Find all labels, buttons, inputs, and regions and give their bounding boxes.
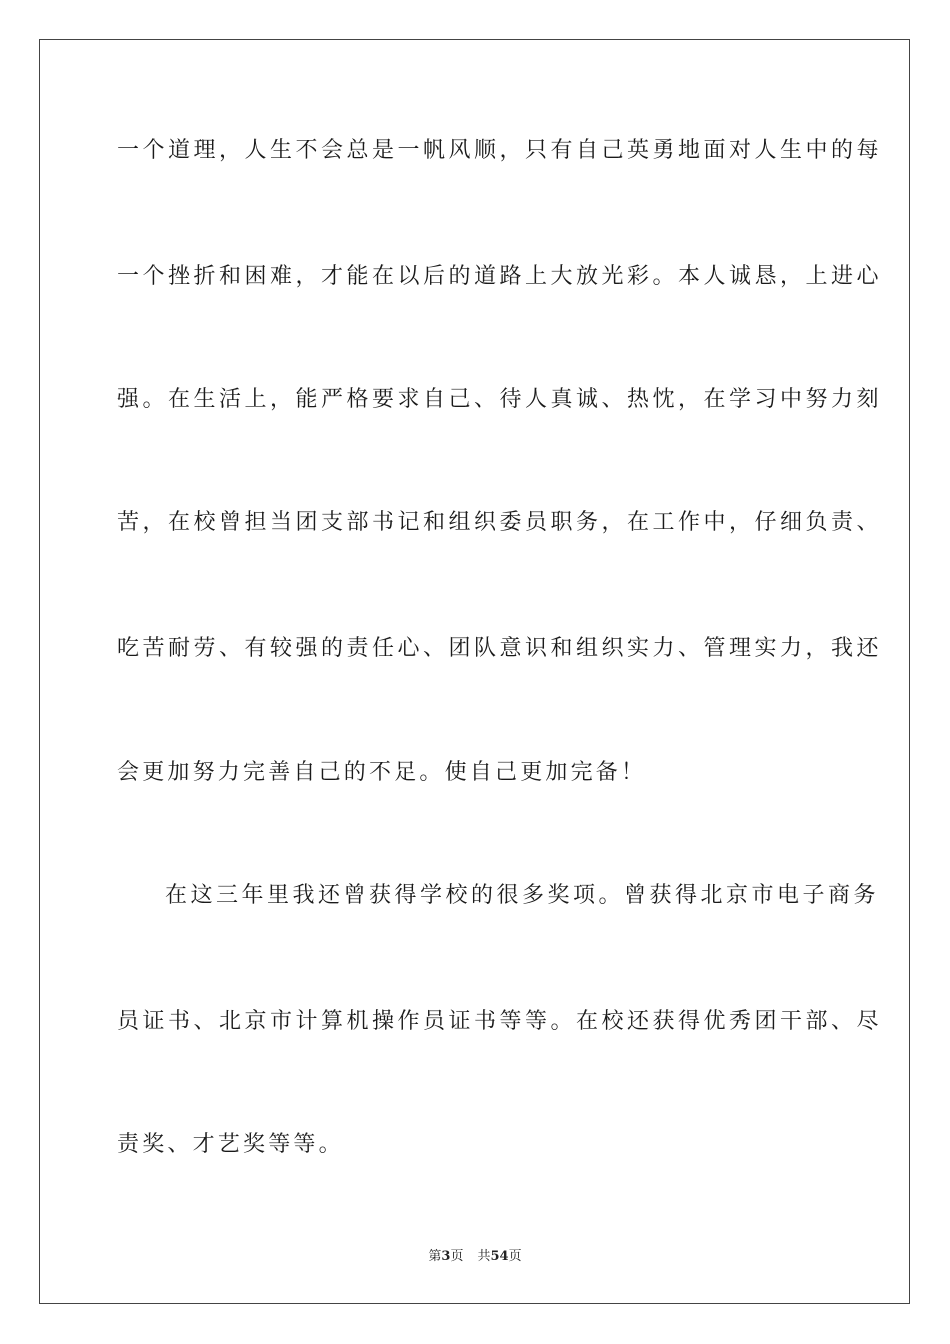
- page-prefix: 第: [428, 1249, 442, 1264]
- page-number: 3: [441, 1249, 451, 1264]
- total-pages: 54: [490, 1249, 509, 1264]
- body-text-line: 会更加努力完善自己的不足。使自己更加完备！: [117, 760, 647, 785]
- body-text-line: 苦，在校曾担当团支部书记和组织委员职务，在工作中，仔细负责、: [117, 510, 883, 535]
- paragraph-first-line: 在这三年里我还曾获得学校的很多奖项。曾获得北京市电子商务: [165, 883, 880, 908]
- body-text-line: 员证书、北京市计算机操作员证书等等。在校还获得优秀团干部、尽: [117, 1009, 883, 1034]
- page-border: [39, 39, 910, 1304]
- body-text-line: 一个挫折和困难，才能在以后的道路上大放光彩。本人诚恳，上进心: [117, 264, 883, 289]
- body-text-line: 吃苦耐劳、有较强的责任心、团队意识和组织实力、管理实力，我还: [117, 636, 883, 661]
- body-text-line: 强。在生活上，能严格要求自己、待人真诚、热忱，在学习中努力刻: [117, 387, 883, 412]
- page-footer: [0, 1249, 950, 1265]
- body-text-line: 责奖、才艺奖等等。: [117, 1132, 344, 1157]
- page-suffix: 页: [450, 1249, 464, 1264]
- body-text-line: 一个道理，人生不会总是一帆风顺，只有自己英勇地面对人生中的每: [117, 138, 883, 163]
- total-suffix: 页: [508, 1249, 522, 1264]
- total-prefix: 共: [477, 1249, 491, 1264]
